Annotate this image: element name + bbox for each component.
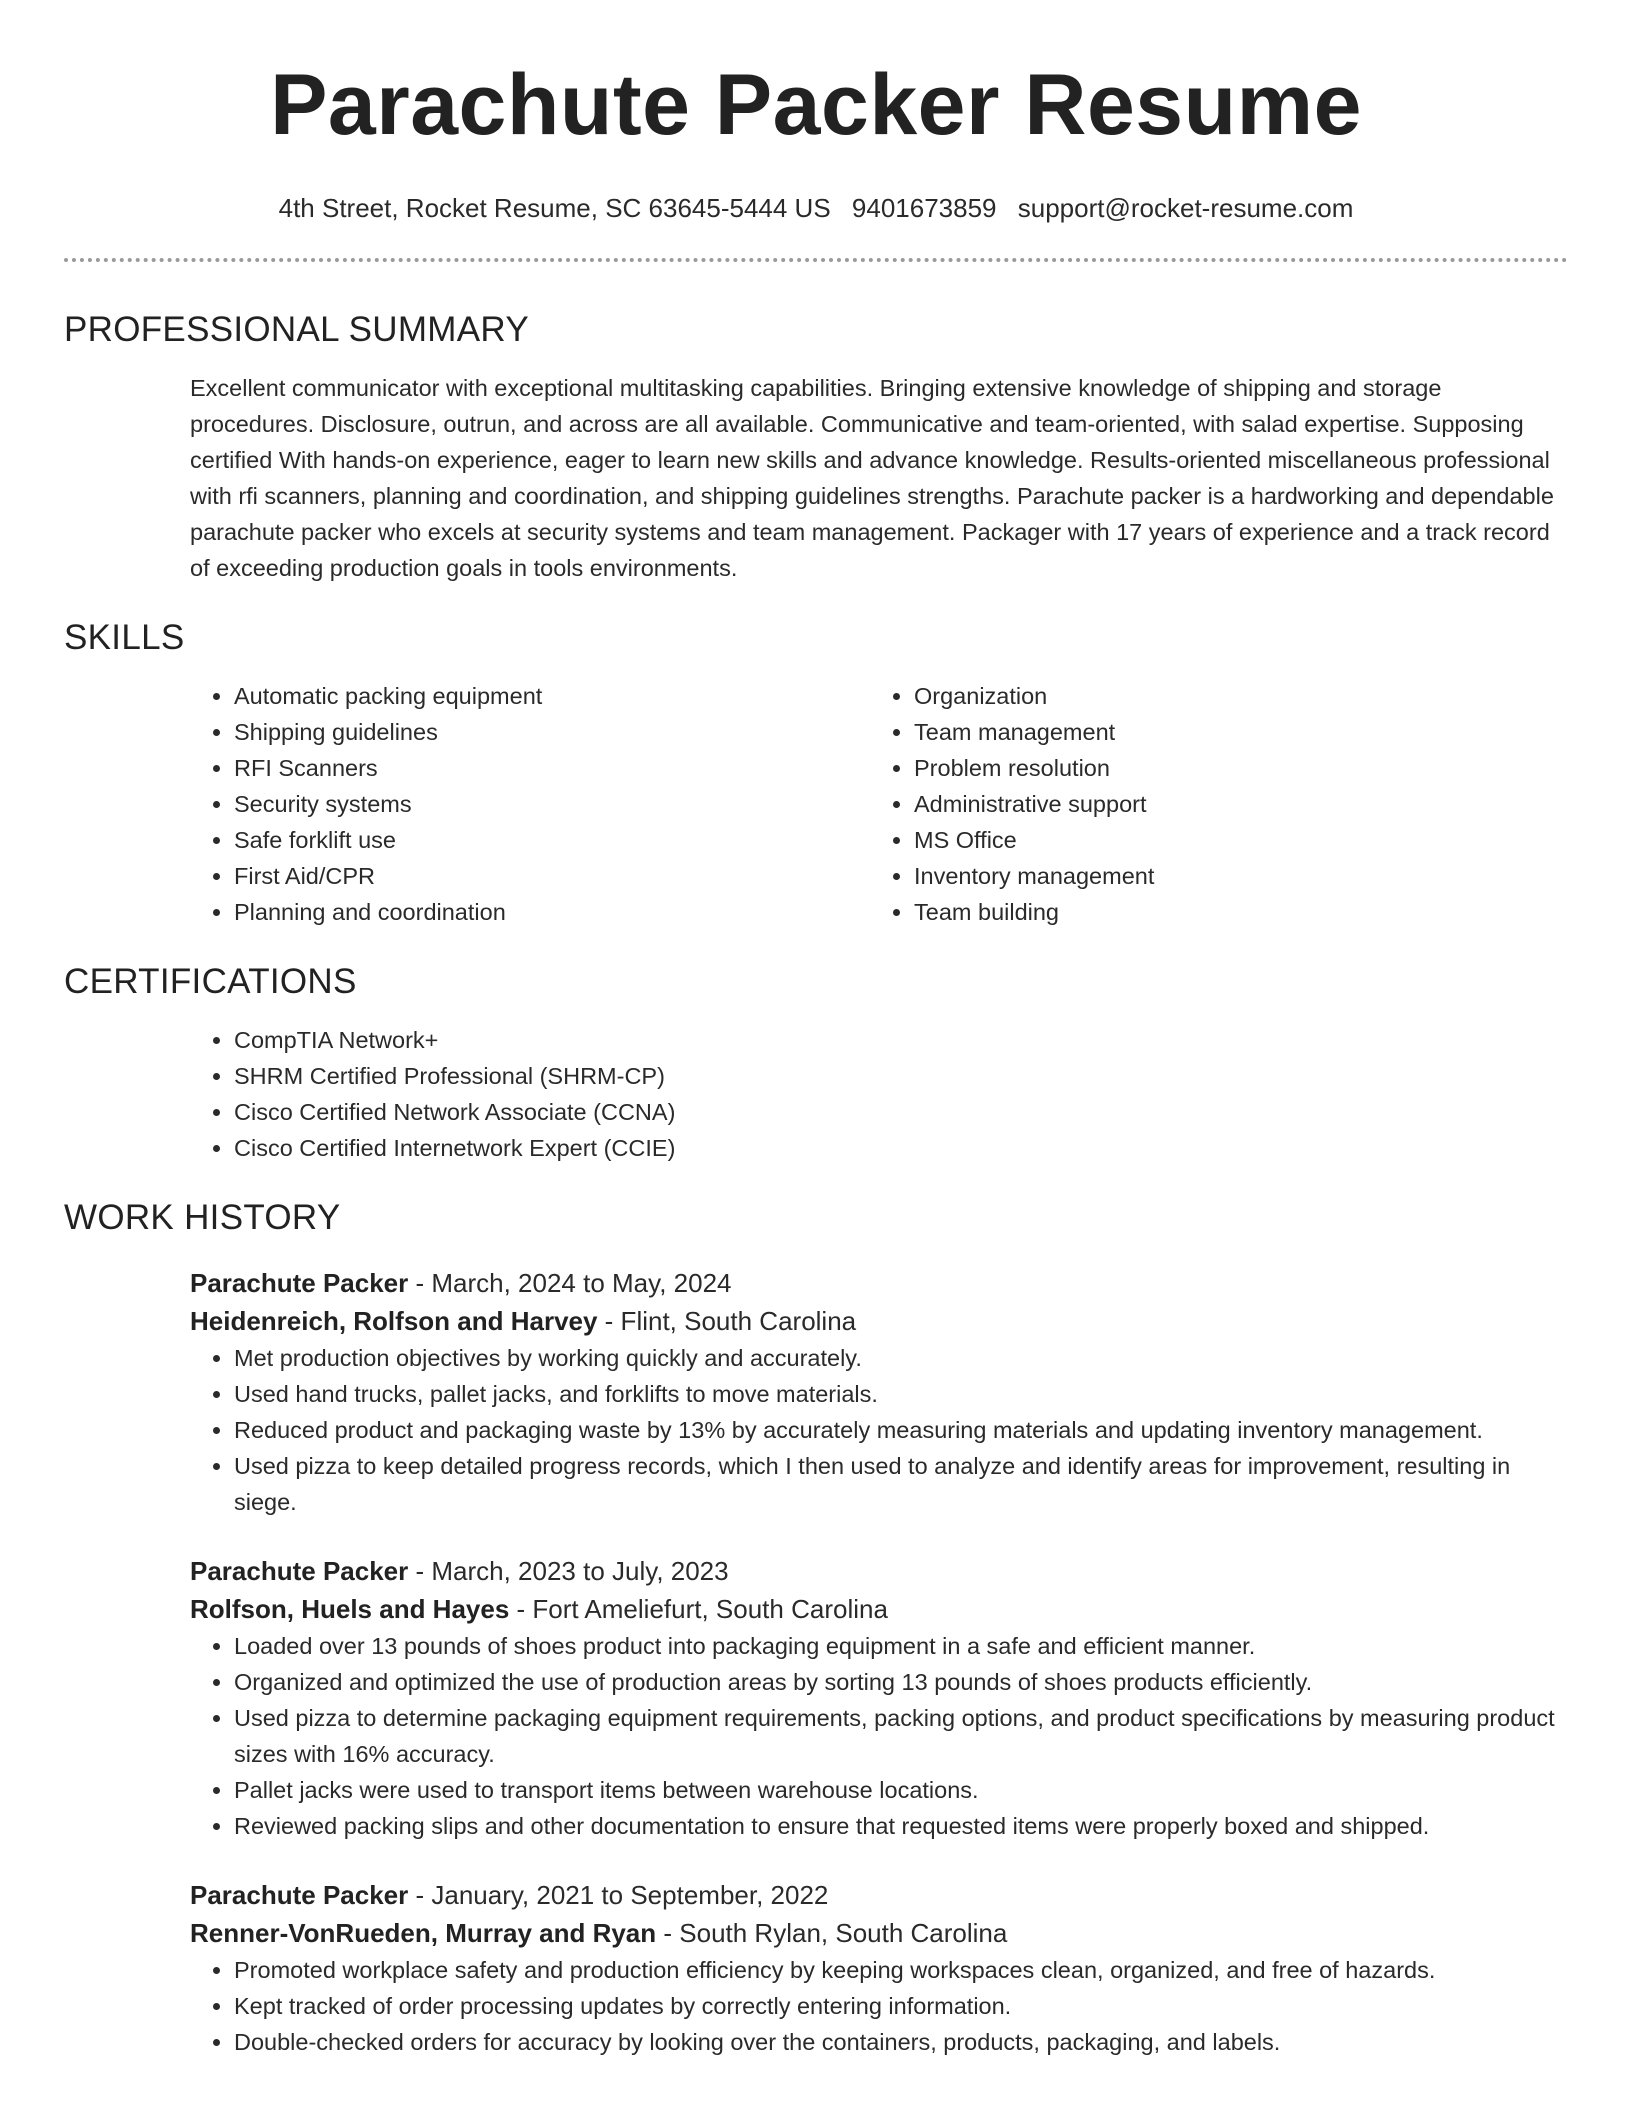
certification-item: • Cisco Certified Network Associate (CCNA) (234, 1094, 1568, 1130)
skills-column-right (870, 678, 1550, 930)
job-dates: - March, 2023 to July, 2023 (408, 1556, 729, 1586)
job-company: Heidenreich, Rolfson and Harvey (190, 1306, 598, 1336)
skill-item: • Automatic packing equipment (234, 678, 870, 714)
section-title-work-history: WORK HISTORY (64, 1198, 341, 1237)
job-role-line (190, 1264, 1568, 1302)
certifications-list-wrap (190, 1022, 1568, 1166)
job-dates: - January, 2021 to September, 2022 (408, 1880, 829, 1910)
job-duties-list (190, 1340, 1568, 1520)
job-dates: - March, 2024 to May, 2024 (408, 1268, 732, 1298)
job-duty-item: • Double-checked orders for accuracy by looking over the containers, products, packaging, and labels. (234, 2024, 1568, 2060)
job-duty-item: • Used pizza to keep detailed progress records, which I then used to analyze and identify areas for improvement, resulting in siege. (234, 1448, 1568, 1520)
skill-item: • Inventory management (914, 858, 1550, 894)
job-duty-item: • Kept tracked of order processing updates by correctly entering information. (234, 1988, 1568, 2024)
job-duties-list (190, 1628, 1568, 1844)
job-duty-item: • Used pizza to determine packaging equipment requirements, packing options, and product specifications by measuring product sizes with 16% accuracy. (234, 1700, 1568, 1772)
job-location: - Flint, South Carolina (597, 1306, 857, 1336)
job-location: - Fort Ameliefurt, South Carolina (509, 1594, 888, 1624)
job-duty-item: • Pallet jacks were used to transport items between warehouse locations. (234, 1772, 1568, 1808)
skill-item: • Team management (914, 714, 1550, 750)
job-entry (190, 1552, 1568, 1844)
contact-email: support@rocket-resume.com (1017, 193, 1354, 223)
job-entry (190, 1264, 1568, 1520)
section-title-skills: SKILLS (64, 618, 185, 657)
job-role: Parachute Packer (190, 1556, 409, 1586)
contact-phone: 9401673859 (851, 193, 997, 223)
job-role: Parachute Packer (190, 1268, 409, 1298)
job-duty-item: • Promoted workplace safety and production efficiency by keeping workspaces clean, organized, and free of hazards. (234, 1952, 1568, 1988)
certification-item: • Cisco Certified Internetwork Expert (CCIE) (234, 1130, 1568, 1166)
certification-item: • CompTIA Network+ (234, 1022, 1568, 1058)
summary-text: Excellent communicator with exceptional multitasking capabilities. Bringing extensive knowledge of shipping and storage procedures. Disclosure, outrun, and across are all available. Communicative and team-oriented, with salad expertise. Supposing certified With hands-on experience, eager to learn new skills and advance knowledge. Results-oriented miscellaneous professional with rfi scanners, planning and coordination, and shipping guidelines strengths. Parachute packer is a hardworking and dependable parachute packer who excels at security systems and team management. Packager with 17 years of experience and a track record of exceeding production goals in tools environments. (190, 375, 1554, 581)
section-title-summary: PROFESSIONAL SUMMARY (64, 310, 529, 349)
skill-item: • Security systems (234, 786, 870, 822)
skills-list-right (870, 678, 1550, 930)
skill-item: • Administrative support (914, 786, 1550, 822)
job-company: Renner-VonRueden, Murray and Ryan (190, 1918, 657, 1948)
job-duties-list (190, 1952, 1568, 2060)
skills-grid (190, 678, 1568, 930)
certifications-section (64, 960, 1568, 1166)
skill-item: • Organization (914, 678, 1550, 714)
job-duty-item: • Used hand trucks, pallet jacks, and forklifts to move materials. (234, 1376, 1568, 1412)
job-duty-item: • Met production objectives by working quickly and accurately. (234, 1340, 1568, 1376)
job-duty-item: • Reduced product and packaging waste by 13% by accurately measuring materials and updating inventory management. (234, 1412, 1568, 1448)
job-company-line (190, 1302, 1568, 1340)
job-duty-item: • Reviewed packing slips and other documentation to ensure that requested items were properly boxed and shipped. (234, 1808, 1568, 1844)
certifications-list (190, 1022, 1568, 1166)
skills-column-left (190, 678, 870, 930)
skills-section (64, 616, 1568, 930)
skill-item: • First Aid/CPR (234, 858, 870, 894)
professional-summary-section (64, 308, 1568, 586)
job-company-line (190, 1914, 1568, 1952)
work-history-section (64, 1196, 1568, 2060)
job-entry (190, 1876, 1568, 2060)
skill-item: • RFI Scanners (234, 750, 870, 786)
job-company-line (190, 1590, 1568, 1628)
resume-title: Parachute Packer Resume (270, 57, 1362, 153)
job-duty-item: • Organized and optimized the use of production areas by sorting 13 pounds of shoes products efficiently. (234, 1664, 1568, 1700)
job-duty-item: • Loaded over 13 pounds of shoes product into packaging equipment in a safe and efficient manner. (234, 1628, 1568, 1664)
job-role-line (190, 1552, 1568, 1590)
skill-item: • Safe forklift use (234, 822, 870, 858)
skill-item: • Problem resolution (914, 750, 1550, 786)
skill-item: • Planning and coordination (234, 894, 870, 930)
certification-item: • SHRM Certified Professional (SHRM-CP) (234, 1058, 1568, 1094)
skill-item: • MS Office (914, 822, 1550, 858)
skills-list-left (190, 678, 870, 930)
job-role: Parachute Packer (190, 1880, 409, 1910)
job-role-line (190, 1876, 1568, 1914)
skill-item: • Team building (914, 894, 1550, 930)
job-location: - South Rylan, South Carolina (656, 1918, 1008, 1948)
section-title-certifications: CERTIFICATIONS (64, 962, 357, 1001)
contact-address: 4th Street, Rocket Resume, SC 63645-5444 US (278, 193, 831, 223)
skill-item: • Shipping guidelines (234, 714, 870, 750)
contact-line (64, 191, 1568, 225)
header-divider (64, 258, 1568, 262)
job-company: Rolfson, Huels and Hayes (190, 1594, 510, 1624)
